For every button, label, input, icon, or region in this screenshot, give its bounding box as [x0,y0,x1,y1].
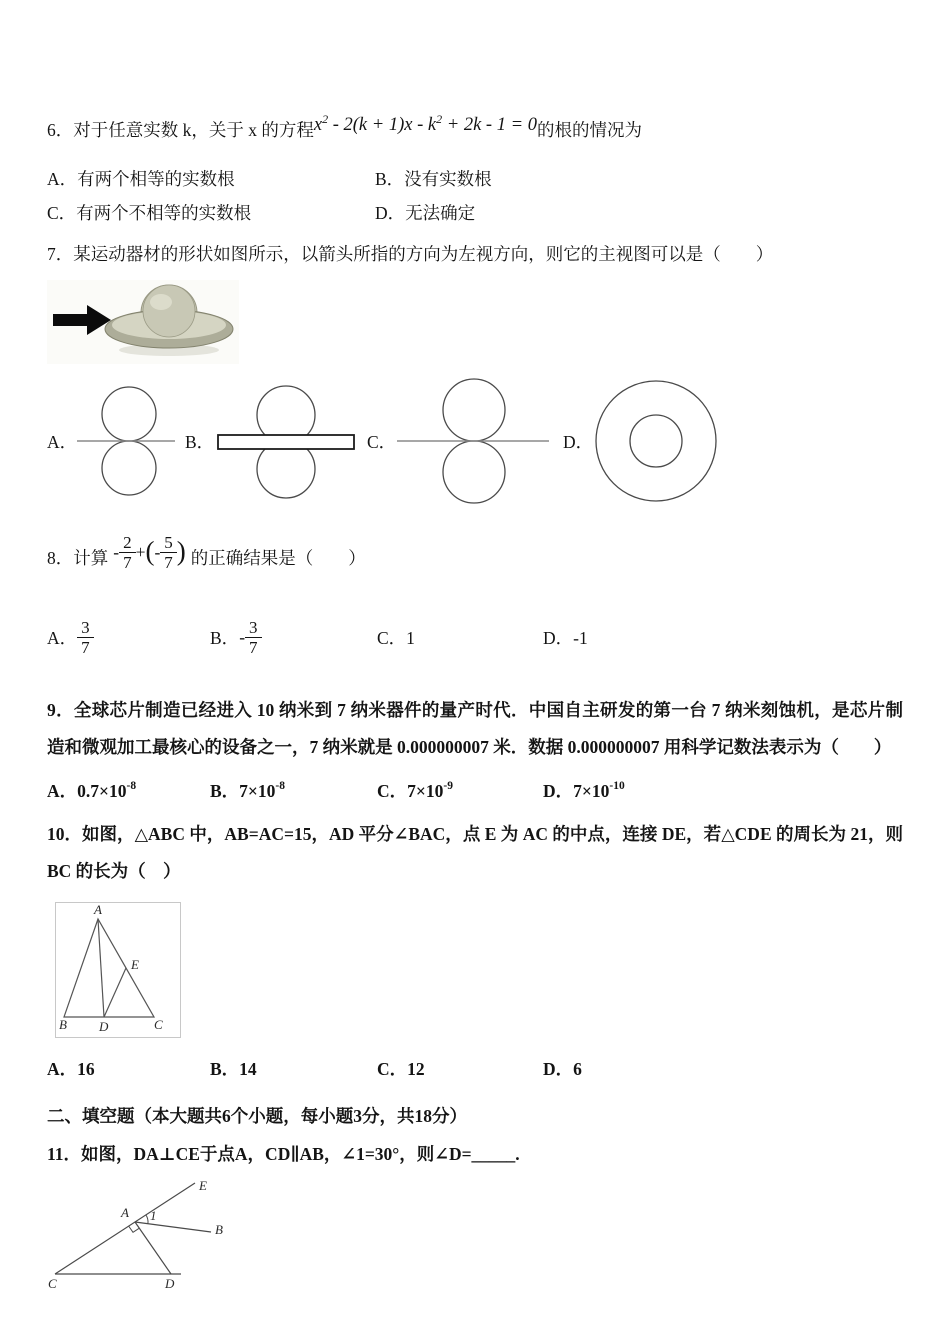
q7-option-a-label: A． [47,431,78,452]
q8-option-a [47,618,210,657]
q9-option-a [47,770,210,808]
q8-minus2: - [154,541,161,562]
q8-open-paren: ( [145,535,155,566]
q7-equipment-figure [47,280,239,364]
q8-option-d: D．-1 [543,627,588,648]
option-a-bottom-circle [102,441,156,495]
q8-option-b-fraction [245,618,262,657]
q6-option-d: D．无法确定 [375,203,476,224]
q8-options [47,608,903,666]
q8-option-b-den: 7 [245,637,262,657]
label-d: D [99,1018,109,1034]
label-e: E [131,956,139,972]
question-6-stem [47,104,903,152]
question-11-stem: 11．如图，DA⊥CE于点A，CD∥AB，∠1=30°，则∠D=_____. [47,1143,520,1164]
q8-fraction-2 [160,533,177,572]
q10-option-d: D．6 [543,1058,582,1079]
q10-option-a: A．16 [47,1058,95,1079]
q8-frac1-den: 7 [119,552,136,572]
q8-option-a-label: A． [47,627,78,648]
q6-formula-exp2: 2 [436,112,443,126]
q8-frac2-den: 7 [160,552,177,572]
q9-option-c [377,770,543,808]
q7-options-row [47,376,903,506]
q9-option-c-exp: -9 [443,780,453,793]
label-a: A [94,902,102,917]
section-2-title: 二、填空题（本大题共6个小题，每小题3分，共18分） [47,1105,467,1126]
q6-stem-prefix: 6．对于任意实数 k，关于 x 的方程 [47,120,314,141]
q9-options [47,770,903,808]
q6-formula [313,112,537,136]
q6-options [47,162,903,230]
segment-ad [98,919,104,1017]
q10-option-b: B．14 [210,1058,257,1079]
q8-frac2-num: 5 [164,532,173,552]
q11-figure-box [47,1180,903,1299]
q7-option-d-label: D． [563,431,594,452]
q9-option-b-exp: -8 [275,780,285,793]
option-d-inner-circle [630,415,682,467]
q8-stem-suffix: 的正确结果是（ ） [190,547,366,568]
q8-minus1: - [113,541,120,562]
q7-option-c-figure [397,377,551,505]
q7-option-b-label: B． [185,431,215,452]
q9-option-d-base: D．7×10 [543,780,610,801]
q8-option-b-minus: - [239,626,246,647]
q6-formula-tail: + 2k - 1 = 0 [442,115,537,136]
q8-expression [113,533,186,572]
ray-ab [135,1222,211,1232]
q6-formula-x: x [313,115,323,136]
line-ce [55,1183,195,1274]
label-angle-1: 1 [150,1207,157,1223]
q9-option-a-base: A．0.7×10 [47,780,127,801]
angle-1-arc [146,1215,148,1224]
q7-equipment-photo [47,280,239,364]
equipment-sphere [143,285,195,337]
option-d-outer-circle [596,381,716,501]
q9-option-d-exp: -10 [609,780,625,793]
q10-option-c: C．12 [377,1058,425,1079]
triangle-abc [64,919,154,1017]
right-angle-mark [129,1226,140,1232]
option-b-bar-rect [218,435,354,449]
q9-option-a-exp: -8 [126,780,137,793]
q8-option-a-den: 7 [77,637,94,657]
q8-close-paren: ) [176,535,186,566]
q8-frac1-num: 2 [123,532,132,552]
label-a: A [121,1204,129,1220]
label-b: B [59,1016,67,1032]
question-9-stem: 9．全球芯片制造已经进入 10 纳米到 7 纳米器件的量产时代．中国自主研发的第一台 7 纳米刻蚀机，是芯片制造和微观加工最核心的设备之一，7 纳米就是 0.000000007 米．数据 0.000000007 用科学记数法表示为（ ） [47,700,903,758]
q10-figure-box [55,902,181,1038]
segment-da [135,1222,171,1274]
label-b: B [215,1221,223,1237]
q9-option-d [543,770,903,808]
label-c: C [154,1016,163,1032]
q8-option-b-label: B． [210,627,240,648]
q8-option-b-num: 3 [249,617,258,637]
option-c-bottom-circle [443,441,505,503]
equipment-sphere-highlight [150,294,172,310]
question-7-stem: 7．某运动器材的形状如图所示，以箭头所指的方向为左视方向，则它的主视图可以是（ ） [47,244,774,265]
segment-de [104,968,126,1017]
q9-option-b-base: B．7×10 [210,780,276,801]
q8-option-c: C．1 [377,627,415,648]
q6-formula-mid: - 2(k + 1)x - k [328,115,437,136]
q7-option-c-label: C． [367,431,397,452]
q9-option-b [210,770,377,808]
q9-option-c-base: C．7×10 [377,780,444,801]
q8-fraction-1 [119,533,136,572]
q8-stem-prefix: 8．计算 [47,547,109,568]
q6-stem-suffix: 的根的情况为 [536,120,642,141]
option-c-top-circle [443,379,505,441]
q6-option-c: C．有两个不相等的实数根 [47,203,252,224]
q6-option-a: A．有两个相等的实数根 [47,169,235,190]
q7-option-d-figure [593,378,719,504]
q6-option-b: B．没有实数根 [375,169,492,190]
left-view-arrow-icon [53,305,111,335]
q8-option-b [210,618,377,657]
label-e: E [199,1179,207,1193]
q6-formula-exp1: 2 [322,112,329,126]
question-8-stem [47,530,903,584]
q7-option-b-figure [215,379,357,503]
label-c: C [48,1275,57,1291]
q7-option-a-figure [77,380,179,502]
q11-angle-figure [47,1180,282,1294]
q8-option-a-num: 3 [81,617,90,637]
label-d: D [165,1275,175,1291]
question-10-stem: 10．如图，△ABC 中，AB=AC=15，AD 平分∠BAC，点 E 为 AC 的中点，连接 DE，若△CDE 的周长为 21，则 BC 的长为（ ） [47,823,903,881]
q8-plus: + [135,541,146,562]
option-a-top-circle [102,387,156,441]
q10-triangle-figure [56,903,178,1035]
q10-options [47,1052,903,1086]
q8-option-a-fraction [77,618,94,657]
